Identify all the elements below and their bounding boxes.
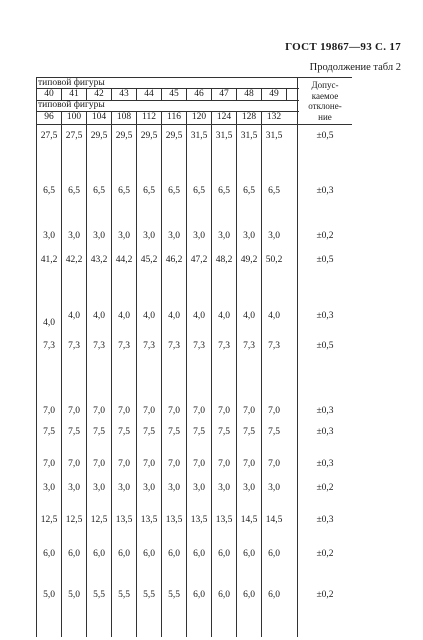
figure-number: 46 [194,89,204,99]
table-cell: 6,5 [243,186,255,196]
table-cell: 6,0 [43,549,55,559]
table-cell: 12,5 [90,515,108,525]
table-cell: 29,5 [90,131,108,141]
table-cell: 7,5 [143,427,155,437]
figure-number: 47 [219,89,229,99]
tolerance-value: ±0,5 [316,341,334,351]
table-cell: 7,3 [193,341,205,351]
table-cell: 7,3 [168,341,180,351]
table-cell: 4,0 [218,311,230,321]
tolerance-header [297,80,353,122]
table-cell: 45,2 [140,255,158,265]
table-cell: 6,0 [268,549,280,559]
table-cell: 3,0 [143,231,155,241]
size-value: 100 [66,112,82,122]
figure-number: 42 [94,89,104,99]
table-cell: 7,0 [93,406,105,416]
table-cell: 46,2 [165,255,183,265]
tolerance-header-line: отклоне- [308,101,342,111]
table-cell: 5,5 [118,590,130,600]
figure-number: 48 [244,89,254,99]
table-cell: 3,0 [168,231,180,241]
table-cell: 12,5 [65,515,83,525]
table-cell: 3,0 [268,231,280,241]
table-cell: 4,0 [243,311,255,321]
table-cell: 6,5 [168,186,180,196]
table-cell: 13,5 [115,515,133,525]
size-value: 96 [44,112,54,122]
tolerance-value: ±0,3 [316,515,334,525]
tolerance-header-line: Допус- [311,80,339,90]
table-cell: 7,3 [268,341,280,351]
group-label-typical-figure: типовой фигуры [38,78,105,88]
table-cell: 5,5 [143,590,155,600]
table-cell: 7,0 [193,406,205,416]
table-cell: 6,0 [243,590,255,600]
table-cell: 7,0 [268,459,280,469]
tolerance-value: ±0,3 [316,459,334,469]
table-cell: 7,3 [243,341,255,351]
table-cell: 6,0 [243,549,255,559]
table-cell: 7,0 [68,459,80,469]
tolerance-value: ±0,3 [316,406,334,416]
table-cell: 7,0 [43,459,55,469]
tolerance-header-line: каемое [311,90,339,101]
table-cell: 7,0 [168,406,180,416]
size-value: 132 [266,112,282,122]
table-cell: 7,0 [143,406,155,416]
table-cell: 6,0 [193,590,205,600]
table-cell: 7,0 [143,459,155,469]
table-cell: 7,0 [118,406,130,416]
table-cell: 49,2 [240,255,258,265]
table-cell: 7,5 [168,427,180,437]
table-cell: 7,5 [193,427,205,437]
table-cell: 6,5 [118,186,130,196]
table-cell: 3,0 [43,483,55,493]
tolerance-value: ±0,3 [316,427,334,437]
table-cell: 27,5 [65,131,83,141]
figure-number: 40 [44,89,54,99]
table-cell: 3,0 [268,483,280,493]
table-cell: 7,3 [93,341,105,351]
table-cell: 3,0 [93,231,105,241]
table-cell: 3,0 [143,483,155,493]
table-cell: 7,0 [268,406,280,416]
table-cell: 29,5 [140,131,158,141]
table-cell: 7,3 [68,341,80,351]
table-cell: 5,5 [168,590,180,600]
table-cell: 7,5 [243,427,255,437]
table-cell: 5,5 [93,590,105,600]
table-cell: 4,0 [43,318,55,328]
table-cell: 3,0 [218,483,230,493]
table-cell: 7,5 [118,427,130,437]
tolerance-value: ±0,2 [316,231,334,241]
size-value: 112 [142,112,156,122]
size-value: 116 [167,112,181,122]
table-cell: 31,5 [190,131,208,141]
table-cell: 13,5 [140,515,158,525]
table-cell: 6,0 [168,549,180,559]
table-cell: 4,0 [143,311,155,321]
size-value: 108 [116,112,132,122]
table-cell: 3,0 [118,483,130,493]
table-cell: 4,0 [168,311,180,321]
table-cell: 14,5 [265,515,283,525]
table-cell: 31,5 [240,131,258,141]
table-cell: 6,5 [218,186,230,196]
table-cell: 12,5 [40,515,58,525]
table-cell: 7,0 [168,459,180,469]
table-cell: 6,0 [193,549,205,559]
table-cell: 3,0 [193,231,205,241]
table-cell: 7,5 [268,427,280,437]
table-cell: 7,0 [243,459,255,469]
table-cell: 6,5 [93,186,105,196]
table-cell: 7,5 [43,427,55,437]
figure-number: 41 [69,89,79,99]
table-cell: 41,2 [40,255,58,265]
table-cell: 7,5 [218,427,230,437]
table-cell: 3,0 [243,483,255,493]
table-cell: 43,2 [90,255,108,265]
table-cell: 6,5 [193,186,205,196]
tolerance-value: ±0,5 [316,131,334,141]
table-cell: 3,0 [193,483,205,493]
tolerance-value: ±0,5 [316,255,334,265]
table-cell: 31,5 [265,131,283,141]
table-cell: 7,0 [118,459,130,469]
table-cell: 6,5 [268,186,280,196]
table-cell: 6,0 [143,549,155,559]
table-cell: 3,0 [243,231,255,241]
table-cell: 4,0 [68,311,80,321]
table-cell: 6,0 [218,549,230,559]
table-cell: 7,0 [243,406,255,416]
table-cell: 4,0 [268,311,280,321]
table-cell: 3,0 [68,483,80,493]
table-cell: 7,0 [193,459,205,469]
table-cell: 3,0 [43,231,55,241]
group-label-typical-figure: типовой фигуры [38,100,105,110]
figure-number: 44 [144,89,154,99]
size-value: 128 [241,112,257,122]
table-cell: 44,2 [115,255,133,265]
table-cell: 7,0 [68,406,80,416]
table-cell: 31,5 [215,131,233,141]
table-cell: 7,3 [118,341,130,351]
table-cell: 3,0 [68,231,80,241]
table-cell: 6,0 [218,590,230,600]
table-cell: 29,5 [115,131,133,141]
table-continuation-label: Продолжение табл 2 [309,62,401,73]
table-cell: 29,5 [165,131,183,141]
table-cell: 13,5 [215,515,233,525]
table-cell: 6,5 [143,186,155,196]
tolerance-value: ±0,2 [316,549,334,559]
size-value: 120 [191,112,207,122]
figure-column-rule [286,88,287,100]
header-bottom-rule [36,124,352,125]
table-cell: 7,3 [43,341,55,351]
table-cell: 3,0 [168,483,180,493]
table-cell: 50,2 [265,255,283,265]
table-cell: 7,3 [218,341,230,351]
table-cell: 4,0 [93,311,105,321]
tolerance-value: ±0,3 [316,311,334,321]
page-header-title: ГОСТ 19867—93 С. 17 [285,41,401,53]
table-cell: 4,0 [193,311,205,321]
table-cell: 3,0 [218,231,230,241]
tolerance-value: ±0,3 [316,186,334,196]
table-cell: 6,0 [268,590,280,600]
table-cell: 13,5 [190,515,208,525]
table-cell: 7,0 [218,459,230,469]
table-cell: 13,5 [165,515,183,525]
table-cell: 4,0 [118,311,130,321]
figure-number: 49 [269,89,279,99]
table-cell: 6,5 [43,186,55,196]
table-cell: 7,0 [93,459,105,469]
tolerance-value: ±0,2 [316,483,334,493]
figure-number: 45 [169,89,179,99]
table-cell: 42,2 [65,255,83,265]
table-cell: 6,5 [68,186,80,196]
table-cell: 5,0 [43,590,55,600]
table-cell: 47,2 [190,255,208,265]
table-cell: 3,0 [118,231,130,241]
table-cell: 7,5 [93,427,105,437]
tolerance-value: ±0,2 [316,590,334,600]
table-cell: 48,2 [215,255,233,265]
table-cell: 7,0 [218,406,230,416]
table-cell: 3,0 [93,483,105,493]
table-cell: 7,5 [68,427,80,437]
tolerance-header-line: ние [318,111,332,122]
figure-number: 43 [119,89,129,99]
table-cell: 7,3 [143,341,155,351]
size-value: 124 [216,112,232,122]
table-cell: 6,0 [93,549,105,559]
table-cell: 5,0 [68,590,80,600]
table-cell: 6,0 [68,549,80,559]
table-cell: 27,5 [40,131,58,141]
table-cell: 14,5 [240,515,258,525]
size-value: 104 [91,112,107,122]
table-cell: 7,0 [43,406,55,416]
table-cell: 6,0 [118,549,130,559]
